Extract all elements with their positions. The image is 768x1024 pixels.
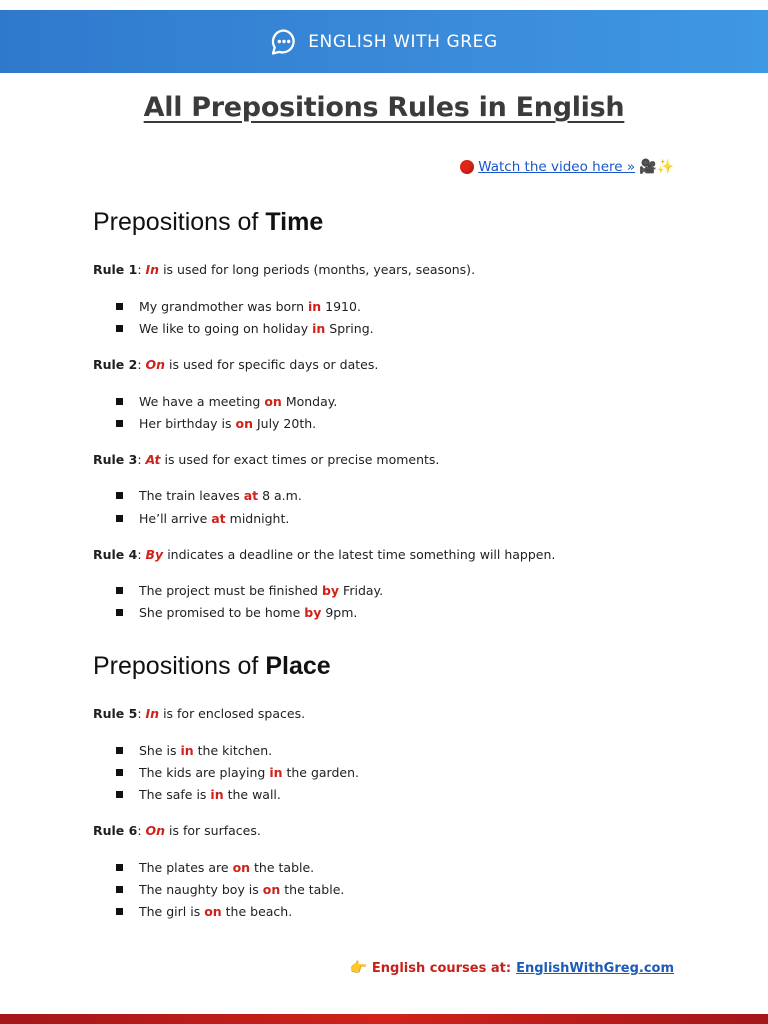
example-item: My grandmother was born in 1910. — [116, 299, 361, 314]
page-title: All Prepositions Rules in English — [143, 92, 625, 123]
example-item: We have a meeting on Monday. — [116, 394, 337, 409]
bullet-square-icon — [116, 398, 123, 405]
bullet-square-icon — [116, 515, 123, 522]
example-item: The plates are on the table. — [116, 860, 314, 875]
courses-cta — [349, 960, 674, 976]
rule-2: Rule 2: On is used for specific days or dates. — [93, 357, 379, 372]
section-heading-place: Prepositions of Place — [93, 652, 331, 680]
example-item: She promised to be home by 9pm. — [116, 605, 357, 620]
watch-video-link[interactable]: Watch the video here » — [478, 159, 636, 175]
rule-5: Rule 5: In is for enclosed spaces. — [93, 706, 306, 721]
bullet-square-icon — [116, 864, 123, 871]
example-item: The safe is in the wall. — [116, 787, 281, 802]
rule-3: Rule 3: At is used for exact times or precise moments. — [93, 452, 440, 467]
example-item: The naughty boy is on the table. — [116, 882, 344, 897]
pointing-hand-icon: 👉 — [349, 960, 367, 976]
bullet-square-icon — [116, 325, 123, 332]
bullet-square-icon — [116, 747, 123, 754]
red-circle-icon — [460, 160, 474, 174]
example-item: The train leaves at 8 a.m. — [116, 488, 302, 503]
rule-4: Rule 4: By indicates a deadline or the latest time something will happen. — [93, 547, 556, 562]
section-heading-time: Prepositions of Time — [93, 208, 324, 236]
brand-name[interactable]: ENGLISH WITH GREG — [308, 31, 498, 52]
bottom-bar — [0, 1014, 768, 1024]
bullet-square-icon — [116, 769, 123, 776]
bullet-square-icon — [116, 587, 123, 594]
bullet-square-icon — [116, 492, 123, 499]
example-item: Her birthday is on July 20th. — [116, 416, 316, 431]
example-item: The project must be finished by Friday. — [116, 583, 383, 598]
bullet-square-icon — [116, 886, 123, 893]
bullet-square-icon — [116, 908, 123, 915]
bullet-square-icon — [116, 791, 123, 798]
example-item: He’ll arrive at midnight. — [116, 511, 289, 526]
rule-1: Rule 1: In is used for long periods (months, years, seasons). — [93, 262, 476, 277]
example-item: The girl is on the beach. — [116, 904, 292, 919]
example-item: The kids are playing in the garden. — [116, 765, 359, 780]
camera-sparkles-icon: 🎥✨ — [639, 159, 674, 175]
example-item: She is in the kitchen. — [116, 743, 272, 758]
bullet-square-icon — [116, 420, 123, 427]
bullet-square-icon — [116, 303, 123, 310]
example-item: We like to going on holiday in Spring. — [116, 321, 374, 336]
rule-6: Rule 6: On is for surfaces. — [93, 823, 261, 838]
chat-bubble-icon — [270, 28, 298, 56]
video-link-row — [460, 159, 674, 175]
header-banner — [0, 10, 768, 73]
website-link[interactable]: EnglishWithGreg.com — [516, 960, 674, 976]
bullet-square-icon — [116, 609, 123, 616]
courses-label: English courses at: — [371, 960, 512, 976]
